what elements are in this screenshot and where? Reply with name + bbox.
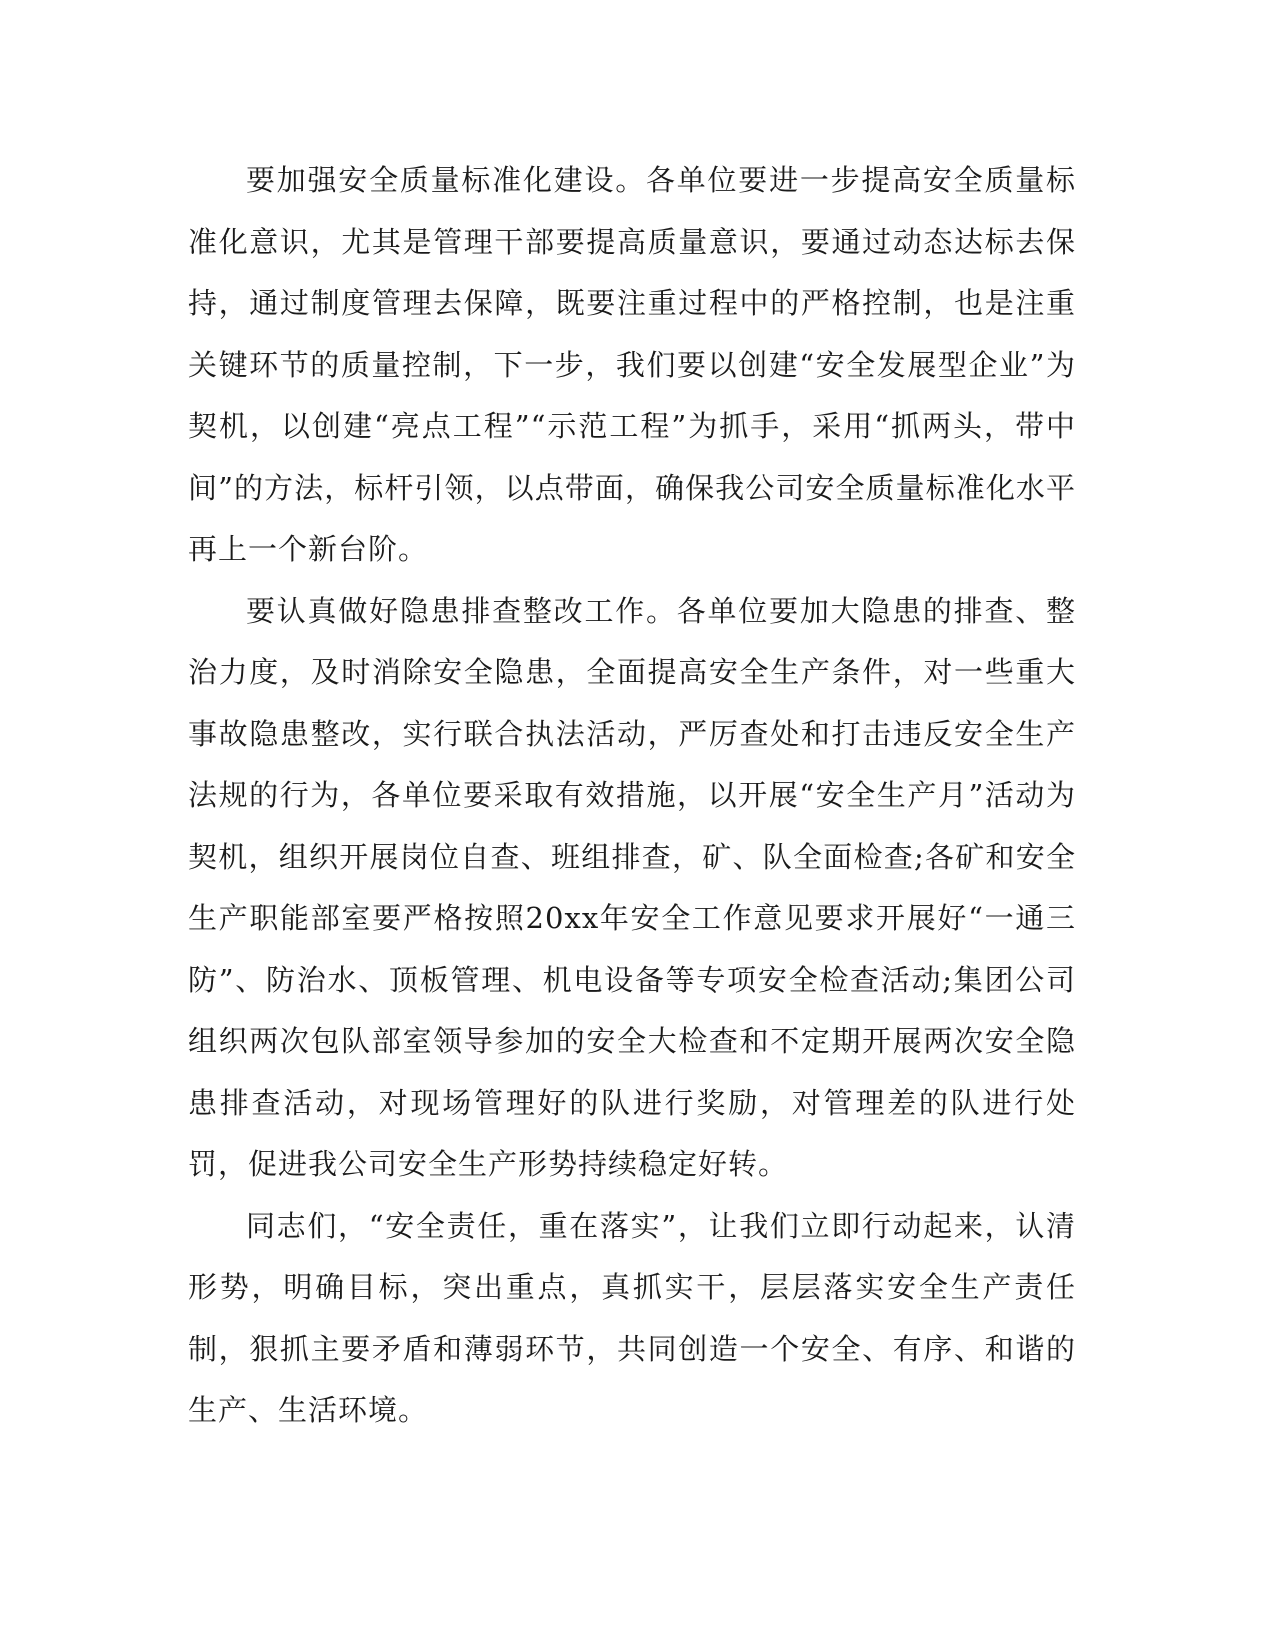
paragraph-closing-call: 同志们，“安全责任，重在落实”，让我们立即行动起来，认清形势，明确目标，突出重点，真抓实干，层层落实安全生产责任制，狠抓主要矛盾和薄弱环节，共同创造一个安全、有序、和谐的生产、生活环境。 (188, 1208, 1076, 1427)
paragraph-quality-standardization: 要加强安全质量标准化建设。各单位要进一步提高安全质量标准化意识，尤其是管理干部要提高质量意识，要通过动态达标去保持，通过制度管理去保障，既要注重过程中的严格控制，也是注重关键环节的质量控制，下一步，我们要以创建“安全发展型企业”为契机，以创建“亮点工程”“示范工程”为抓手，采用“抓两头，带中间”的方法，标杆引领，以点带面，确保我公司安全质量标准化水平再上一个新台阶。 (188, 163, 1076, 566)
document-body (188, 150, 1076, 1442)
paragraph-hazard-inspection: 要认真做好隐患排查整改工作。各单位要加大隐患的排查、整治力度，及时消除安全隐患，全面提高安全生产条件，对一些重大事故隐患整改，实行联合执法活动，严厉查处和打击违反安全生产法规的行为，各单位要采取有效措施，以开展“安全生产月”活动为契机，组织开展岗位自查、班组排查，矿、队全面检查;各矿和安全生产职能部室要严格按照20xx年安全工作意见要求开展好“一通三防”、防治水、顶板管理、机电设备等专项安全检查活动;集团公司组织两次包队部室领导参加的安全大检查和不定期开展两次安全隐患排查活动，对现场管理好的队进行奖励，对管理差的队进行处罚，促进我公司安全生产形势持续稳定好转。 (188, 593, 1076, 1181)
